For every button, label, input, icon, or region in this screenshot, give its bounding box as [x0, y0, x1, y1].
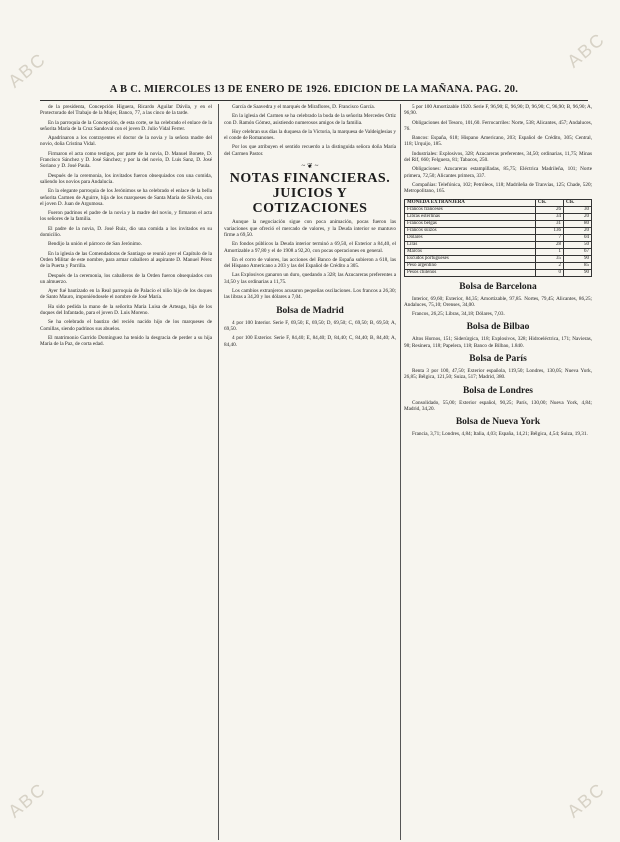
table-row [405, 241, 592, 248]
column-header: Cts. [563, 199, 591, 206]
rate-cell: 30 [563, 206, 591, 213]
table-row [405, 248, 592, 255]
currency-name: Liras [405, 241, 536, 248]
rate-cell: 20 [563, 227, 591, 234]
column-rule [218, 104, 219, 840]
currency-name: Marcos [405, 248, 536, 255]
table-row [405, 220, 592, 227]
rate-cell: 20 [563, 213, 591, 220]
paragraph: de la presidenta, Concepción Higuera, Ricardo Aguilar Dávila, y en el Protectorado del Trabajo de la Mujer, Banco, 77, a las cinco de la tarde. [40, 104, 212, 117]
quote-line: Obligaciones: Azucareras estampilladas, 85,75; Eléctrica Madrileña, 101; Norte primera, 72,50; Alicantes primera, 337. [404, 166, 592, 179]
quote-line: Industriales: Explosivos, 328; Azucareras preferentes, 34,50; ordinarias, 11,75; Minas del Rif, 660; Felguera, 81; Tabacos, 250. [404, 150, 592, 164]
currency-name: Francos suizos [405, 227, 536, 234]
paragraph: En la elegante parroquia de los Jerónimos se ha celebrado el enlace de la bella señorita Carmen de Aguirre, hija de los marqueses de Santa María de Silvela, con el joven D. Juan de Argumosa. [40, 188, 212, 207]
table-row [405, 269, 592, 276]
quote-line: Compañías: Telefónica, 102; Petróleos, 118; Madrileña de Tranvías, 125; Chade, 520; Metropolitano, 165. [404, 181, 592, 195]
paragraph: Ha sido pedida la mano de la señorita María Luisa de Arteaga, hija de los duques del Infantado, para el joven D. Luis Moreno. [40, 303, 212, 317]
quote-line: Obligaciones del Tesoro, 101,60. Ferrocarriles: Norte, 538; Alicantes, 457; Andaluces, 76. [404, 119, 592, 132]
column-middle [224, 104, 396, 840]
rate-cell: 80 [563, 220, 591, 227]
rate-cell: 85 [563, 262, 591, 269]
rate-cell: 90 [563, 255, 591, 262]
paragraph: Apadrinaron a los contrayentes el doctor de la novia y la señora madre del novio, doña Cristina Vidal. [40, 135, 212, 148]
table-row [405, 255, 592, 262]
paragraph: El matrimonio Garrido Domínguez ha tenido la desgracia de perder a su hija María de la Paz, de corta edad. [40, 334, 212, 348]
currency-name: Peso argentino [405, 262, 536, 269]
rate-cell: 35 [535, 255, 563, 262]
section-title: Bolsa de Londres [462, 385, 534, 396]
watermark: ABC [4, 48, 51, 92]
quote-line: Renta 3 por 100, 47,50; Exterior española, 119,50; Londres, 130,05; Nueva York, 26,85; Bélgica, 121,50; Suiza, 517; Madrid, 380. [404, 368, 592, 381]
quote-line: 4 por 100 Exterior. Serie F, 84,40; E, 84,40; D, 84,40; C, 84,40; B, 84,40; A, 84,40. [224, 335, 396, 348]
currency-name: Pesos chilenos [405, 269, 536, 276]
watermark: ABC [563, 28, 610, 72]
paragraph: En el corro de valores, las acciones del Banco de España subieron a 618, las del Hispano Americano a 203 y las del Español de Crédito a 305. [224, 256, 396, 270]
currency-name: Escudos portugueses [405, 255, 536, 262]
paragraph: En la iglesia del Carmen se ha celebrado la boda de la señorita Mercedes Ortiz con D. Ramón Gómez, asistiendo numerosos amigos de la familia. [224, 113, 396, 126]
table-row [405, 262, 592, 269]
table-row [405, 206, 592, 213]
paragraph: Firmaron el acta como testigos, por parte de la novia, D. Manuel Bonete, D. Francisco Sánchez y D. José Sánchez; y por la del novio, D. Luis Sanz, D. José Soriano y D. José Paula. [40, 150, 212, 170]
table-row [405, 213, 592, 220]
page-header: A B C. MIERCOLES 13 DE ENERO DE 1926. EDICION DE LA MAÑANA. PAG. 20. [40, 84, 588, 101]
paragraph: Fueron padrinos el padre de la novia y la madre del novio, y firmaron el acta los señores de la familia. [40, 210, 212, 223]
currency-name: Francos belgas [405, 220, 536, 227]
rate-cell: 28 [535, 241, 563, 248]
quote-line: Altos Hornos, 151; Siderúrgica, 118; Explosivos, 328; Hidroeléctrica, 171; Navieras, 98; Resinera, 118; Papelera, 118; Banco de Bilbao, 1.840. [404, 336, 592, 349]
rate-cell: 1 [535, 248, 563, 255]
paragraph: Las Explosivos ganaron un duro, quedando a 328; las Azucareras preferentes a 34,50 y las ordinarias a 11,75. [224, 272, 396, 285]
watermark: ABC [4, 778, 51, 822]
column-rule [400, 104, 401, 840]
quote-line: Consolidado, 55,00; Exterior español, 90,25; París, 130,00; Nueva York, 4,84; Madrid, 34,20. [404, 399, 592, 412]
paragraph: En la parroquia de la Concepción, de esta corte, se ha celebrado el enlace de la señorita María de la Cruz Sandoval con el joven D. Julio Vidal Ferrer. [40, 119, 212, 132]
section-headline: NOTAS FINANCIERAS. JUICIOS Y COTIZACIONES [229, 171, 391, 217]
paragraph: Después de la ceremonia, los caballeros de la Orden fueron obsequiados con un almuerzo. [40, 272, 212, 285]
quote-line: 5 por 100 Amortizable 1920. Serie F, 96,90; E, 96,90; D, 96,90; C, 96,90; B, 96,90; A, 96,90. [404, 104, 592, 117]
quote-line: Interior, 69,60; Exterior, 84,35; Amortizable, 97,85. Nortes, 79,45; Alicantes, 86,25; Andaluces, 75,10; Orenses, 34,00. [404, 295, 592, 308]
paragraph: Se ha celebrado el bautizo del recién nacido hijo de los marqueses de Comillas, siendo padrinos sus abuelos. [40, 319, 212, 332]
section-title: Bolsa de Barcelona [459, 281, 537, 292]
currency-name: Francos franceses [405, 206, 536, 213]
currency-name: Libras esterlinas [405, 213, 536, 220]
quote-line: 4 por 100 Interior. Serie F, 69,50; E, 69,50; D, 69,50; C, 69,50; B, 69,50; A, 69,50. [224, 319, 396, 332]
rate-cell: 04 [563, 234, 591, 241]
paragraph: Hoy celebran sus días la duquesa de la Victoria, la marquesa de Valdeiglesias y el conde de Romanones. [224, 128, 396, 142]
paragraph: En fondos públicos la Deuda interior terminó a 69,50, el Exterior a 84,40, el Amortizable a 97,80 y el de 1908 a 92,20, con pocas operaciones en general. [224, 241, 396, 254]
ornament-divider: ~ ❦ ~ [301, 162, 319, 171]
column-left [40, 104, 212, 840]
section-title-bolsa-madrid: Bolsa de Madrid [276, 305, 344, 316]
watermark: ABC [563, 778, 610, 822]
quote-line: Francos, 26,25; Libras, 34,18; Dólares, 7,03. [412, 311, 505, 318]
rate-cell: 50 [563, 241, 591, 248]
rate-cell: 136 [535, 227, 563, 234]
column-header: Cts. [535, 199, 563, 206]
rate-cell: 26 [535, 206, 563, 213]
rate-cell: 7 [535, 234, 563, 241]
paragraph: Los cambios extranjeros acusaron pequeñas oscilaciones. Los francos a 26,30; las libras a 34,20 y los dólares a 7,04. [224, 288, 396, 301]
table-row [405, 234, 592, 241]
table-header-row [405, 199, 592, 206]
paragraph: Después de la ceremonia, los invitados fueron obsequiados con una comida, saliendo los novios para Andalucía. [40, 172, 212, 185]
rate-cell: 31 [535, 220, 563, 227]
rate-cell: 34 [535, 213, 563, 220]
section-title: Bolsa de Bilbao [466, 322, 530, 333]
rate-cell: 90 [563, 269, 591, 276]
rate-cell: 67 [563, 248, 591, 255]
quote-line: Bancos: España, 618; Hispano Americano, 203; Español de Crédito, 305; Central, 118; Urquijo, 185. [404, 135, 592, 148]
table-row [405, 227, 592, 234]
rate-cell: 2 [535, 262, 563, 269]
paragraph: El padre de la novia, D. José Ruiz, dio una comida a los invitados en su domicilio. [40, 225, 212, 239]
currency-table [404, 199, 592, 277]
section-title: Bolsa de Nueva York [455, 417, 541, 428]
section-title: Bolsa de París [469, 354, 527, 365]
rate-cell: 0 [535, 269, 563, 276]
paragraph: Por los que atribuyen el sentido recuerdo a la distinguida señora doña María del Carmen Pastor. [224, 144, 396, 157]
paragraph: Aunque la negociación sigue con poca animación, pocas fueron las variaciones que ofreció el mercado de valores, y la Deuda interior se mantuvo firme a 69,50. [224, 219, 396, 238]
paragraph: Ayer fué bautizado en la Real parroquia de Palacio el niño hijo de los duques de Santo Mauro, imponiéndosele el nombre de José María. [40, 288, 212, 301]
paragraph: En la iglesia de las Comendadoras de Santiago se reunió ayer el Capítulo de la Orden Militar de este nombre, para armar caballero al aspirante D. Manuel Pérez de la Puerta y Parrilla. [40, 250, 212, 270]
column-right [404, 104, 592, 840]
paragraph: García de Saavedra y el marqués de Miraflores, D. Francisco García. [232, 104, 376, 110]
column-header: MONEDA EXTRANJERA [405, 199, 536, 206]
quote-line: Francia, 3,71; Londres, 4,84; Italia, 4,03; España, 14,21; Bélgica, 4,54; Suiza, 19,31. [412, 431, 588, 438]
paragraph: Bendijo la unión el párroco de San Jerónimo. [48, 241, 142, 248]
currency-name: Dólares [405, 234, 536, 241]
